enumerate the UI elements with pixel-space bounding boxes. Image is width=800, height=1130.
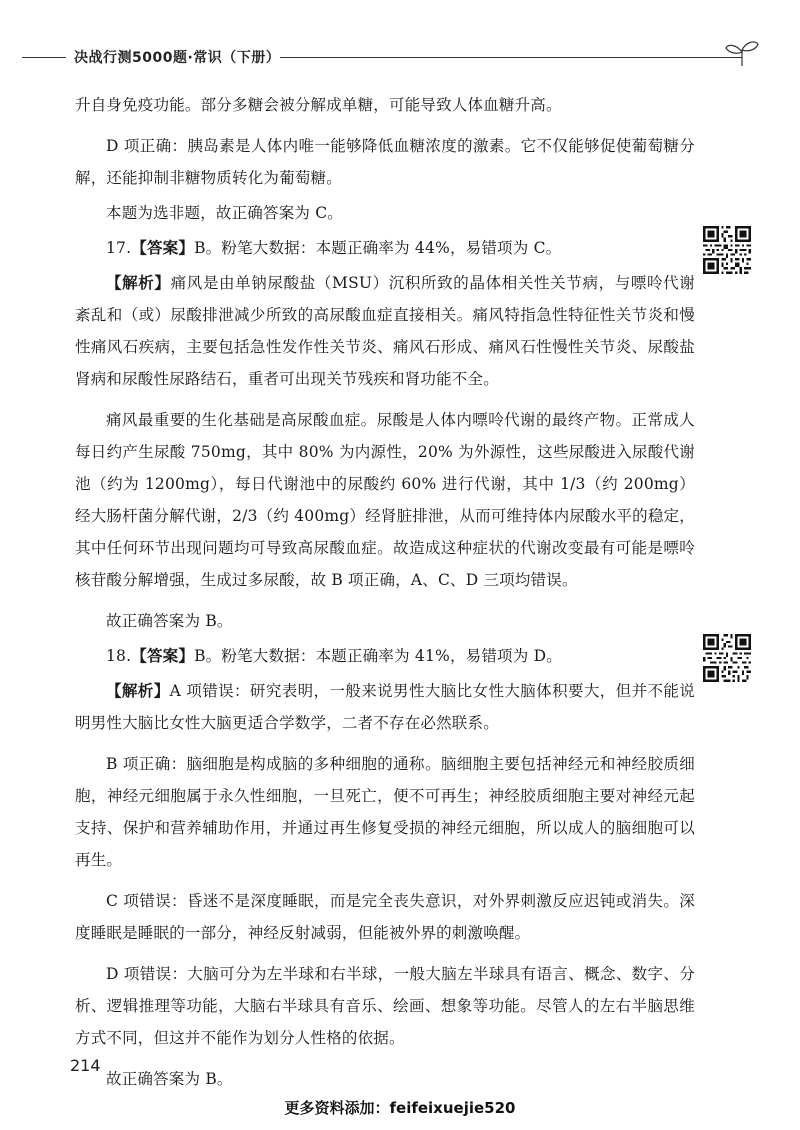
paragraph: B 项正确：脑细胞是构成脑的多种细胞的通称。脑细胞主要包括神经元和神经胶质细胞，神经元细胞属于永久性细胞，一旦死亡，便不可再生；神经胶质细胞主要对神经元起支持、保护和营养辅助作用，并通过再生修复受损的神经元细胞，所以成人的脑细胞可以再生。: [75, 755, 695, 869]
analysis-text: A 项错误：研究表明，一般来说男性大脑比女性大脑体积要大，但并不能说明男性大脑比女性大脑更适合学数学，二者不存在必然联系。: [75, 682, 695, 732]
page-body: [75, 89, 695, 1095]
answer-text: B。粉笔大数据：本题正确率为 44%，易错项为 C。: [194, 239, 562, 257]
paragraph: C 项错误：昏迷不是深度睡眠，而是完全丧失意识，对外界刺激反应迟钝或消失。深度睡眠是睡眠的一部分，神经反射减弱，但能被外界的刺激唤醒。: [75, 892, 695, 942]
answer-text: B。粉笔大数据：本题正确率为 41%，易错项为 D。: [194, 647, 562, 665]
paragraph: 故正确答案为 B。: [106, 612, 233, 630]
header-title: 决战行测5000题·常识（下册）: [74, 50, 281, 66]
answer-18: [75, 640, 695, 672]
paragraph: 本题为选非题，故正确答案为 C。: [106, 204, 343, 222]
qr-code-icon: [703, 226, 751, 274]
qr-code-icon: [703, 634, 751, 682]
paragraph: D 项正确：胰岛素是人体内唯一能够降低血糖浓度的激素。它不仅能够促使葡萄糖分解，还能抑制非糖物质转化为葡萄糖。: [75, 137, 695, 187]
analysis-tag: 【解析】: [106, 681, 170, 700]
paragraph: 升自身免疫功能。部分多糖会被分解成单糖，可能导致人体血糖升高。: [75, 96, 562, 114]
paragraph: D 项错误：大脑可分为左半球和右半球，一般大脑左半球具有语言、概念、数字、分析、逻辑推理等功能，大脑右半球具有音乐、绘画、想象等功能。尽管人的左右半脑思维方式不同，但这并不能作为划分人性格的依据。: [75, 965, 695, 1047]
paragraph: 痛风最重要的生化基础是高尿酸血症。尿酸是人体内嘌呤代谢的最终产物。正常成人每日约产生尿酸 750mg，其中 80% 为内源性，20% 为外源性，这些尿酸进入尿酸代谢池（约为 1200mg），每日代谢池中的尿酸约 60% 进行代谢，其中 1/3（约 200mg）经大肠杆菌分解代谢，2/3（约 400mg）经肾脏排泄，从而可维持体内尿酸水平的稳定，其中任何环节出现问题均可导致高尿酸血症。故造成这种症状的代谢改变最有可能是嘌呤核苷酸分解增强，生成过多尿酸，故 B 项正确，A、C、D 三项均错误。: [75, 411, 695, 589]
answer-tag: 【答案】: [131, 238, 195, 257]
analysis-text: 痛风是由单钠尿酸盐（MSU）沉积所致的晶体相关性关节病，与嘌呤代谢紊乱和（或）尿酸排泄减少所致的高尿酸血症直接相关。痛风特指急性特征性关节炎和慢性痛风石疾病，主要包括急性发作性关节炎、痛风石形成、痛风石性慢性关节炎、尿酸盐肾病和尿酸性尿路结石，重者可出现关节残疾和肾功能不全。: [75, 274, 695, 388]
footer-note: 更多资料添加：feifeixuejie520: [284, 1099, 516, 1117]
page-number: 214: [70, 1056, 101, 1075]
analysis-18: [75, 675, 695, 739]
running-header: [0, 38, 800, 68]
header-rule-right: [280, 57, 742, 58]
question-number: 18.: [106, 647, 132, 665]
answer-tag: 【答案】: [131, 646, 195, 665]
sprout-icon: [722, 38, 762, 68]
analysis-17: [75, 267, 695, 395]
header-rule-left: [22, 57, 66, 58]
analysis-tag: 【解析】: [106, 273, 171, 292]
question-number: 17.: [106, 239, 132, 257]
paragraph: 故正确答案为 B。: [106, 1070, 233, 1088]
answer-17: [75, 232, 695, 264]
